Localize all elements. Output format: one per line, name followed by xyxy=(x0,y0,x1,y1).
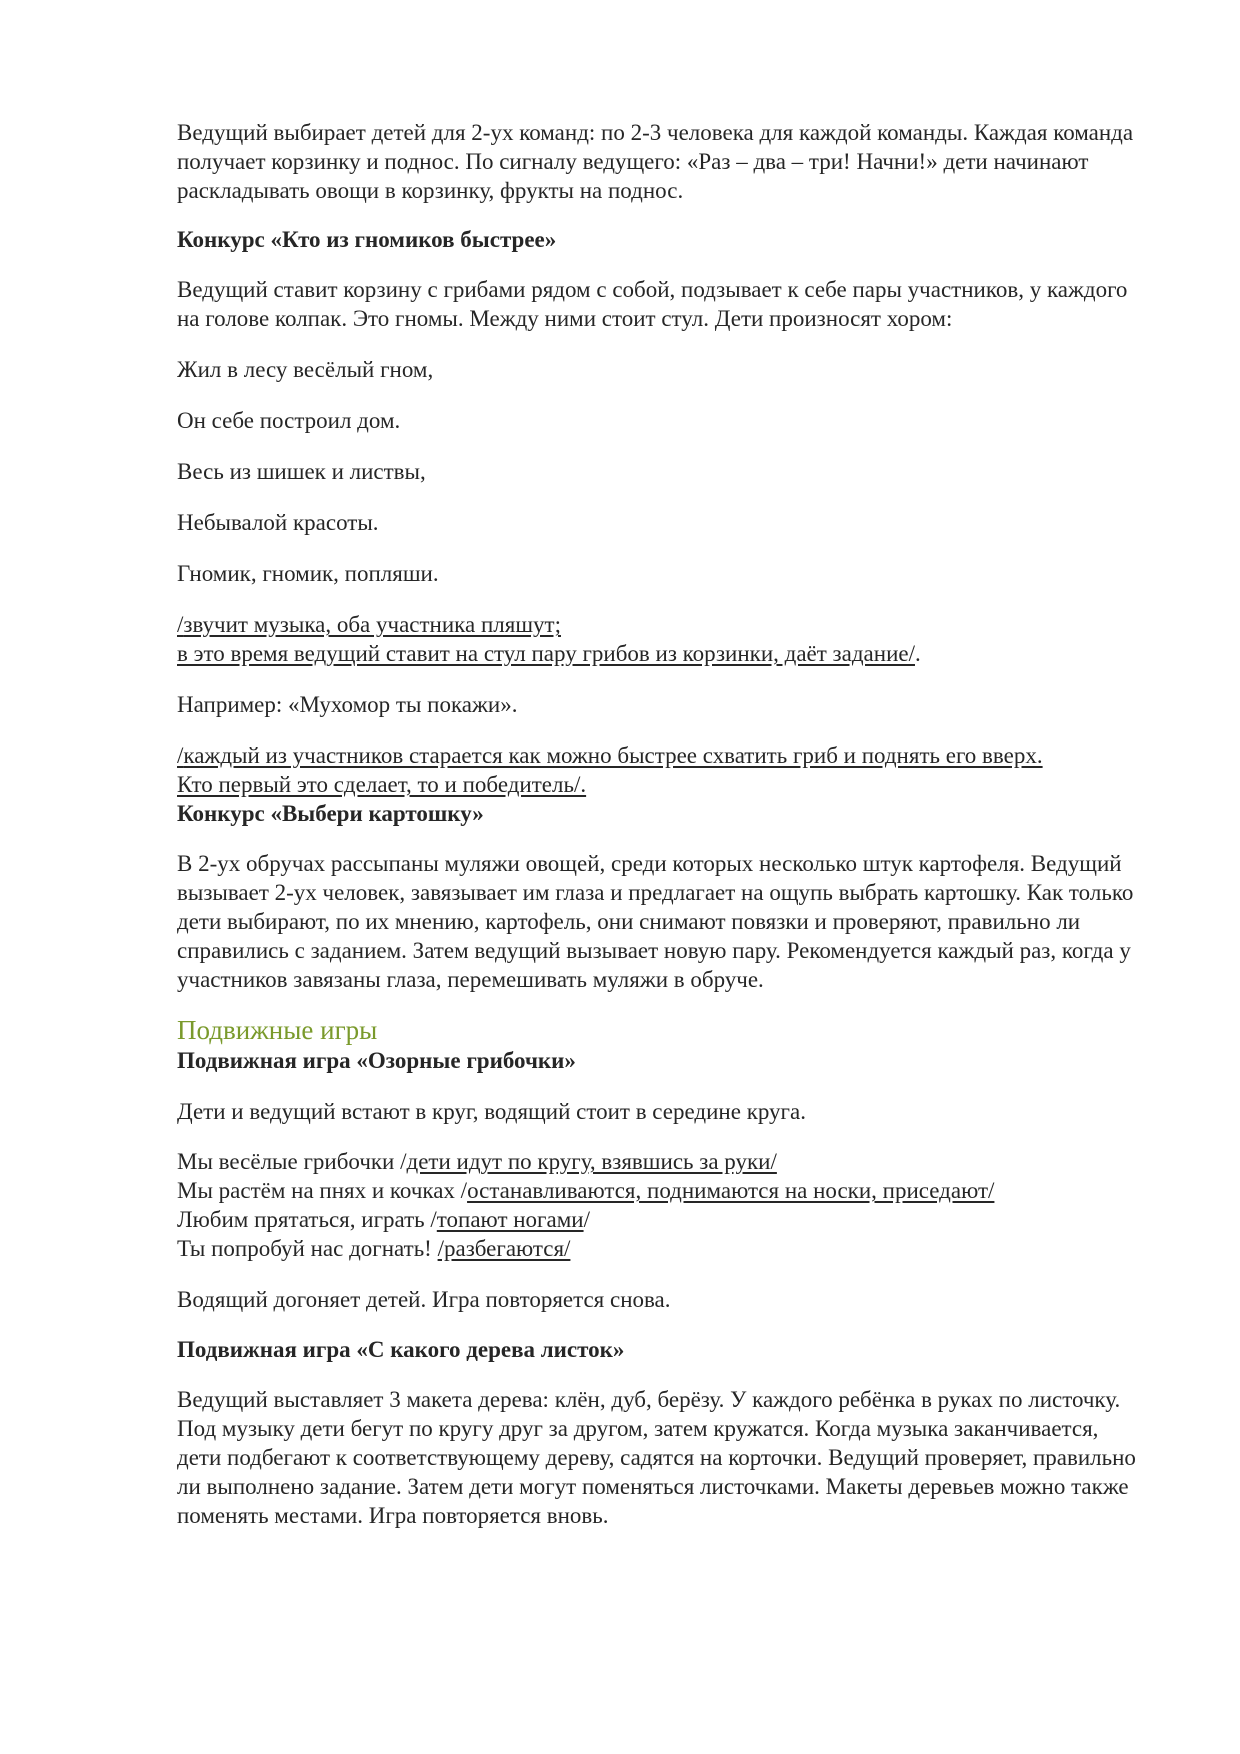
stage-note-line-1: звучит музыка, оба участника пляшут; xyxy=(183,612,561,637)
rhyme-tail: / xyxy=(583,1207,590,1232)
verse-line-1: Жил в лесу весёлый гном, xyxy=(177,357,434,382)
paragraph-example: Например: «Мухомор ты покажи». xyxy=(177,692,518,717)
game-rhyme xyxy=(177,1147,1137,1263)
paragraph-teams: Ведущий выбирает детей для 2-ух команд: по 2-3 человека для каждой команды. Каждая команда получает корзинку и поднос. По сигналу ведущего: «Раз – два – три! Начни!» дети начинают раскладывать овощи в корзинку, фрукты на поднос. xyxy=(177,120,1134,203)
rhyme-line xyxy=(177,1176,1137,1205)
paragraph-potato: В 2-ух обручах рассыпаны муляжи овощей, среди которых несколько штук картофеля. Ведущий вызывает 2-ух человек, завязывает им глаза и предлагает на ощупь выбрать картошку. Как только дети выбирают, по их мнению, картофель, они снимают повязки и проверяют, правильно ли справились с заданием. Затем ведущий вызывает новую пару. Рекомендуется каждый раз, когда у участников завязаны глаза, перемешивать муляжи в обруче. xyxy=(177,851,1134,992)
heading-leaf-game: Подвижная игра «С какого дерева листок» xyxy=(177,1337,625,1362)
heading-potato-contest: Конкурс «Выбери картошку» xyxy=(177,801,484,826)
stage-note-line-1: каждый из участников старается как можно быстрее схватить гриб и поднять его вверх. xyxy=(183,743,1043,768)
heading-mushrooms-game: Подвижная игра «Озорные грибочки» xyxy=(177,1048,576,1073)
stage-note-grab xyxy=(177,741,1137,799)
stage-note-line-2: Кто первый это сделает, то и победитель/. xyxy=(177,772,587,797)
section-heading-outdoor-games: Подвижные игры xyxy=(177,1015,378,1045)
stage-note-slash: / xyxy=(177,743,184,768)
rhyme-note: останавливаются, поднимаются на носки, приседают/ xyxy=(467,1178,995,1203)
verse-line-4: Небывалой красоты. xyxy=(177,510,379,535)
verse-line-5: Гномик, гномик, попляши. xyxy=(177,561,439,586)
heading-gnomes-contest: Конкурс «Кто из гномиков быстрее» xyxy=(177,227,557,252)
rhyme-line xyxy=(177,1205,1137,1234)
paragraph-circle: Дети и ведущий встают в круг, водящий стоит в середине круга. xyxy=(177,1099,806,1124)
rhyme-text: Мы весёлые грибочки / xyxy=(177,1149,407,1174)
document-page xyxy=(177,118,1137,1530)
paragraph-gnomes-intro: Ведущий ставит корзину с грибами рядом с собой, подзывает к себе пары участников, у каждого на голове колпак. Это гномы. Между ними стоит стул. Дети произносят хором: xyxy=(177,277,1128,331)
paragraph-chaser: Водящий догоняет детей. Игра повторяется снова. xyxy=(177,1287,671,1312)
stage-note-music xyxy=(177,610,1137,668)
paragraph-leaf-game: Ведущий выставляет 3 макета дерева: клён, дуб, берёзу. У каждого ребёнка в руках по листочку. Под музыку дети бегут по кругу друг за другом, затем кружатся. Когда музыка заканчивается, дети подбегают к соответствующему дереву, садятся на корточки. Ведущий проверяет, правильно ли выполнено задание. Затем дети могут поменяться листочками. Макеты деревьев можно также поменять местами. Игра повторяется вновь. xyxy=(177,1387,1136,1528)
rhyme-note: дети идут по кругу, взявшись за руки/ xyxy=(406,1149,777,1174)
verse-line-2: Он себе построил дом. xyxy=(177,408,401,433)
stage-note-line-2: в это время ведущий ставит на стул пару грибов из корзинки, даёт задание/ xyxy=(177,641,915,666)
rhyme-note: топают ногами xyxy=(436,1207,584,1232)
rhyme-line xyxy=(177,1147,1137,1176)
rhyme-text: Ты попробуй нас догнать! xyxy=(177,1236,438,1261)
rhyme-line xyxy=(177,1234,1137,1263)
stage-note-slash: / xyxy=(177,612,184,637)
rhyme-note: /разбегаются/ xyxy=(437,1236,571,1261)
rhyme-text: Любим прятаться, играть / xyxy=(177,1207,437,1232)
verse-line-3: Весь из шишек и листвы, xyxy=(177,459,426,484)
stage-note-end: . xyxy=(914,641,921,666)
rhyme-text: Мы растём на пнях и кочках / xyxy=(177,1178,468,1203)
